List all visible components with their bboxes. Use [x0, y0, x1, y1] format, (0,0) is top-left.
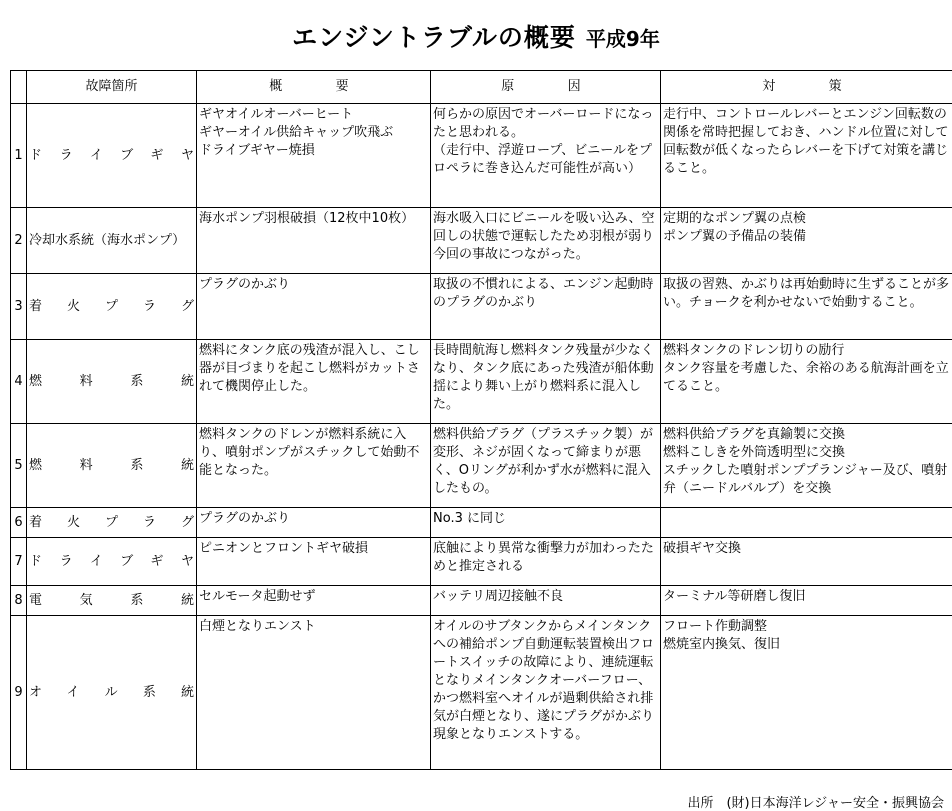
- table-row: [11, 274, 952, 340]
- row-number: 6: [11, 508, 27, 538]
- summary-cell: プラグのかぶり: [197, 508, 431, 538]
- fault-location: 冷却水系統（海水ポンプ）: [27, 208, 197, 274]
- measure-cell: 定期的なポンプ翼の点検 ポンプ翼の予備品の装備: [661, 208, 952, 274]
- fault-location: 燃料系統: [27, 340, 197, 424]
- fault-location: ドライブギヤ: [27, 104, 197, 208]
- cause-cell: 取扱の不慣れによる、エンジン起動時のプラグのかぶり: [431, 274, 661, 340]
- header-no: [11, 71, 27, 104]
- measure-cell: [661, 508, 952, 538]
- table-row: [11, 616, 952, 770]
- summary-cell: 燃料にタンク底の残渣が混入し、こし器が目づまりを起こし燃料がカットされて機関停止した。: [197, 340, 431, 424]
- cause-cell: 何らかの原因でオーバーロードになったと思われる。 （走行中、浮遊ロープ、ビニールをプロペラに巻き込んだ可能性が高い）: [431, 104, 661, 208]
- cause-cell: 海水吸入口にビニールを吸い込み、空回しの状態で運転したため羽根が弱り今回の事故につながった。: [431, 208, 661, 274]
- summary-cell: プラグのかぶり: [197, 274, 431, 340]
- summary-cell: 白煙となりエンスト: [197, 616, 431, 770]
- row-number: 9: [11, 616, 27, 770]
- table-row: [11, 340, 952, 424]
- cause-cell: 長時間航海し燃料タンク残量が少なくなり、タンク底にあった残渣が船体動揺により舞い上がり燃料系に混入した。: [431, 340, 661, 424]
- table-row: [11, 424, 952, 508]
- title-main: エンジントラブルの概要: [292, 23, 576, 52]
- measure-cell: ターミナル等研磨し復旧: [661, 586, 952, 616]
- summary-cell: セルモータ起動せず: [197, 586, 431, 616]
- header-cause: 原 因: [431, 71, 661, 104]
- page-title: [0, 18, 952, 54]
- measure-cell: 走行中、コントロールレバーとエンジン回転数の関係を常時把握しておき、ハンドル位置に対して回転数が低くなったらレバーを下げて対策を講じること。: [661, 104, 952, 208]
- row-number: 3: [11, 274, 27, 340]
- measure-cell: 破損ギヤ交換: [661, 538, 952, 586]
- cause-cell: バッテリ周辺接触不良: [431, 586, 661, 616]
- table-row: [11, 104, 952, 208]
- measure-cell: 燃料タンクのドレン切りの励行 タンク容量を考慮した、余裕のある航海計画を立てること。: [661, 340, 952, 424]
- summary-cell: ピニオンとフロントギヤ破損: [197, 538, 431, 586]
- source-note: 出所 (財)日本海洋レジャー安全・振興協会: [687, 792, 944, 811]
- summary-cell: ギヤオイルオーバーヒート ギヤーオイル供給キャップ吹飛ぶ ドライブギヤー焼損: [197, 104, 431, 208]
- row-number: 1: [11, 104, 27, 208]
- fault-location: ドライブギヤ: [27, 538, 197, 586]
- header-row: [11, 71, 952, 104]
- measure-cell: 取扱の習熟、かぶりは再始動時に生ずることが多い。チョークを利かせないで始動すること。: [661, 274, 952, 340]
- cause-cell: 燃料供給プラグ（プラスチック製）が変形、ネジが固くなって締まりが悪く、Oリングが利かず水が燃料に混入したもの。: [431, 424, 661, 508]
- trouble-table: [10, 70, 952, 770]
- fault-location: 燃料系統: [27, 424, 197, 508]
- row-number: 7: [11, 538, 27, 586]
- table-row: [11, 208, 952, 274]
- fault-location: 電気系統: [27, 586, 197, 616]
- row-number: 4: [11, 340, 27, 424]
- measure-cell: 燃料供給プラグを真鍮製に交換 燃料こしきを外筒透明型に交換 スチックした噴射ポンププランジャー及び、噴射弁（ニードルバルブ）を交換: [661, 424, 952, 508]
- header-place: 故障箇所: [27, 71, 197, 104]
- table-row: [11, 508, 952, 538]
- row-number: 5: [11, 424, 27, 508]
- fault-location: オイル系統: [27, 616, 197, 770]
- cause-cell: オイルのサブタンクからメインタンクへの補給ポンプ自動運転装置検出フロートスイッチの故障により、連続運転となりメインタンクオーバーフロー、かつ燃料室へオイルが過剰供給され排気が白煙となり、遂にプラグがかぶり現象となりエンストする。: [431, 616, 661, 770]
- table-row: [11, 538, 952, 586]
- fault-location: 着火プラグ: [27, 274, 197, 340]
- cause-cell: 底触により異常な衝撃力が加わったためと推定される: [431, 538, 661, 586]
- table-row: [11, 586, 952, 616]
- row-number: 8: [11, 586, 27, 616]
- fault-location: 着火プラグ: [27, 508, 197, 538]
- summary-cell: 海水ポンプ羽根破損（12枚中10枚）: [197, 208, 431, 274]
- row-number: 2: [11, 208, 27, 274]
- header-measure: 対 策: [661, 71, 952, 104]
- summary-cell: 燃料タンクのドレンが燃料系統に入り、噴射ポンプがスチックして始動不能となった。: [197, 424, 431, 508]
- measure-cell: フロート作動調整 燃焼室内換気、復旧: [661, 616, 952, 770]
- header-summary: 概 要: [197, 71, 431, 104]
- cause-cell: No.3 に同じ: [431, 508, 661, 538]
- title-year: 平成9年: [586, 27, 660, 51]
